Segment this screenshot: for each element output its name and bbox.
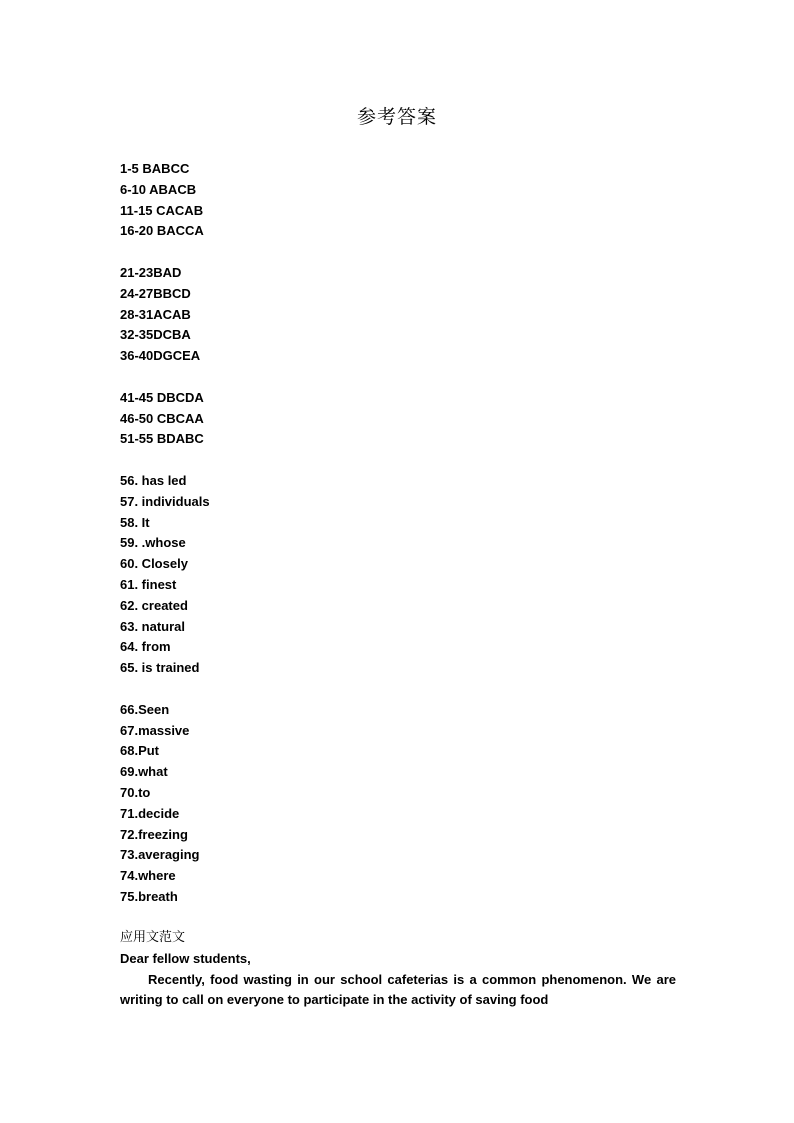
answer-line: 32-35DCBA: [120, 327, 191, 343]
answer-line: 61. finest: [120, 576, 177, 592]
answer-line: 64. from: [120, 639, 171, 655]
answer-line: 57. individuals: [120, 493, 210, 509]
answer-line: 74.where: [120, 868, 176, 884]
answer-line: 60. Closely: [120, 556, 188, 572]
answer-group: [120, 471, 680, 679]
answer-line: 65. is trained: [120, 660, 200, 676]
answer-line: 69.what: [120, 764, 168, 780]
essay-heading: 应用文范文: [120, 930, 186, 945]
sample-essay-section: [120, 928, 680, 1011]
answer-line: 21-23BAD: [120, 264, 182, 280]
answer-group: [120, 388, 680, 450]
answer-line: 59. .whose: [120, 535, 186, 551]
answer-line: 36-40DGCEA: [120, 348, 201, 364]
answer-line: 67.massive: [120, 722, 190, 738]
answer-line: 51-55 BDABC: [120, 431, 204, 447]
answer-key: [120, 159, 680, 928]
answer-line: 63. natural: [120, 618, 186, 634]
answer-line: 75.breath: [120, 888, 178, 904]
answer-line: 66.Seen: [120, 701, 170, 717]
answer-line: 11-15 CACAB: [120, 202, 204, 218]
answer-line: 6-10 ABACB: [120, 181, 197, 197]
answer-line: 24-27BBCD: [120, 285, 191, 301]
answer-group: [120, 700, 680, 908]
page-title: 参考答案: [356, 106, 437, 128]
answer-line: 71.decide: [120, 805, 180, 821]
answer-line: 56. has led: [120, 472, 187, 488]
answer-line: 16-20 BACCA: [120, 223, 204, 239]
answer-line: 73.averaging: [120, 847, 200, 863]
answer-line: 68.Put: [120, 743, 160, 759]
answer-group: [120, 263, 680, 367]
answer-line: 70.to: [120, 784, 151, 800]
answer-line: 41-45 DBCDA: [120, 389, 204, 405]
answer-line: 58. It: [120, 514, 150, 530]
answer-line: 46-50 CBCAA: [120, 410, 204, 426]
answer-group: [120, 159, 680, 242]
answer-line: 28-31ACAB: [120, 306, 191, 322]
answer-line: 1-5 BABCC: [120, 161, 190, 176]
answer-line: 72.freezing: [120, 826, 188, 842]
answer-line: 62. created: [120, 597, 188, 613]
essay-body: Recently, food wasting in our school cafeterias is a common phenomenon. We are writing to call on everyone to participate in the activity of saving food: [120, 971, 676, 1008]
essay-salutation: Dear fellow students,: [120, 950, 251, 966]
